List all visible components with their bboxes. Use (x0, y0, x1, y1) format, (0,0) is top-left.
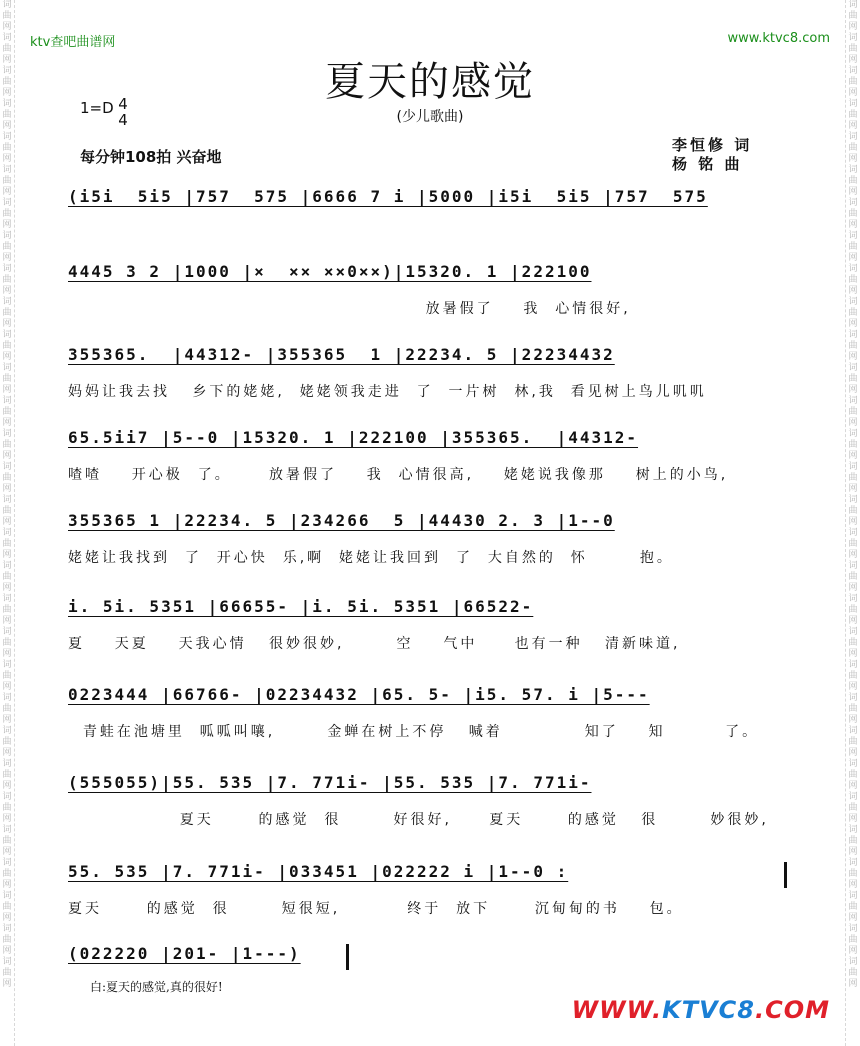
song-title: 夏天的感觉 (325, 59, 535, 105)
side-watermark-left: 词曲网词曲网词曲网词曲网词曲网词曲网词曲网词曲网词曲网词曲网词曲网词曲网词曲网词曲网词曲网词曲网词曲网词曲网词曲网词曲网词曲网词曲网词曲网词曲网词曲网词曲网词曲网词曲网词曲网词曲网 (0, 0, 15, 1046)
score-row-10 (68, 944, 792, 974)
lyric-line: 夏天 的感觉 很 短很短, 终于 放下 沉甸甸的书 包。 (68, 901, 684, 917)
lyric-line: 放暑假了 我 心情很好, (68, 301, 631, 317)
lyricist-credit: 李恒修 词 (672, 136, 753, 154)
key-signature: 1=D (80, 99, 114, 117)
composer-credit: 杨 铭 曲 (672, 155, 743, 173)
score-row-4 (68, 428, 792, 483)
notation-line: 355365. |44312- |355365 1 |22234. 5 |22234432 (68, 345, 615, 364)
notation-line: 65.5ii7 |5--0 |15320. 1 |222100 |355365. |44312- (68, 428, 639, 447)
score-row-9 (68, 862, 792, 917)
notation-line: 0223444 |66766- |02234432 |65. 5- |i5. 57. i |5--- (68, 685, 650, 704)
lyric-line: 妈妈让我去找 乡下的姥姥, 姥姥领我走进 了 一片树 林,我 看见树上鸟儿叽叽 (68, 384, 707, 400)
site-watermark-right: www.ktvc8.com (727, 31, 830, 46)
notation-line: 4445 3 2 |1000 |× ×× ××0××)|15320. 1 |222100 (68, 262, 592, 281)
notation-line: 355365 1 |22234. 5 |234266 5 |44430 2. 3 |1--0 (68, 511, 615, 530)
lyric-line: 姥姥让我找到 了 开心快 乐,啊 姥姥让我回到 了 大自然的 怀 抱。 (68, 550, 674, 566)
score-row-7 (68, 685, 792, 740)
notation-line: 55. 535 |7. 771i- |033451 |022222 i |1--0 : (68, 862, 569, 881)
lyric-line: 夏 天夏 天我心情 很妙很妙, 空 气中 也有一种 清新味道, (68, 636, 681, 652)
score-row-3 (68, 345, 792, 400)
side-watermark-right: 词曲网词曲网词曲网词曲网词曲网词曲网词曲网词曲网词曲网词曲网词曲网词曲网词曲网词曲网词曲网词曲网词曲网词曲网词曲网词曲网词曲网词曲网词曲网词曲网词曲网词曲网词曲网词曲网词曲网词曲网 (845, 0, 860, 1046)
site-watermark-left: ktv查吧曲谱网 (30, 35, 116, 50)
notation-line: (022220 |201- |1---) (68, 944, 301, 963)
score-row-8 (68, 773, 792, 828)
brand-logo: WWW.KTVC8.COM (571, 996, 830, 1024)
lyric-line: 夏天 的感觉 很 好很好, 夏天 的感觉 很 妙很妙, (68, 812, 769, 828)
lyric-line: 青蛙在池塘里 呱呱叫嚷, 金蝉在树上不停 喊着 知了 知 了。 (68, 724, 760, 740)
lyric-line: 喳喳 开心极 了。 放暑假了 我 心情很高, 姥姥说我像那 树上的小鸟, (68, 467, 729, 483)
score-row-6 (68, 597, 792, 652)
score-row-2 (68, 262, 792, 317)
notation-line: i. 5i. 5351 |66655- |i. 5i. 5351 |66522- (68, 597, 534, 616)
spoken-dialogue: 白:夏天的感觉,真的很好! (90, 980, 223, 994)
score-row-5 (68, 511, 792, 566)
notation-line: (555055)|55. 535 |7. 771i- |55. 535 |7. 771i- (68, 773, 592, 792)
repeat-end-barline (784, 862, 787, 888)
score-row-1 (68, 187, 792, 217)
time-bottom: 4 (118, 111, 128, 129)
tempo-marking: 每分钟108拍 兴奋地 (80, 148, 222, 166)
time-top: 4 (118, 95, 128, 113)
notation-line: (i5i 5i5 |757 575 |6666 7 i |5000 |i5i 5i5 |757 575 (68, 187, 708, 206)
genre-label: (少儿歌曲) (396, 109, 464, 125)
final-barline (346, 944, 349, 970)
